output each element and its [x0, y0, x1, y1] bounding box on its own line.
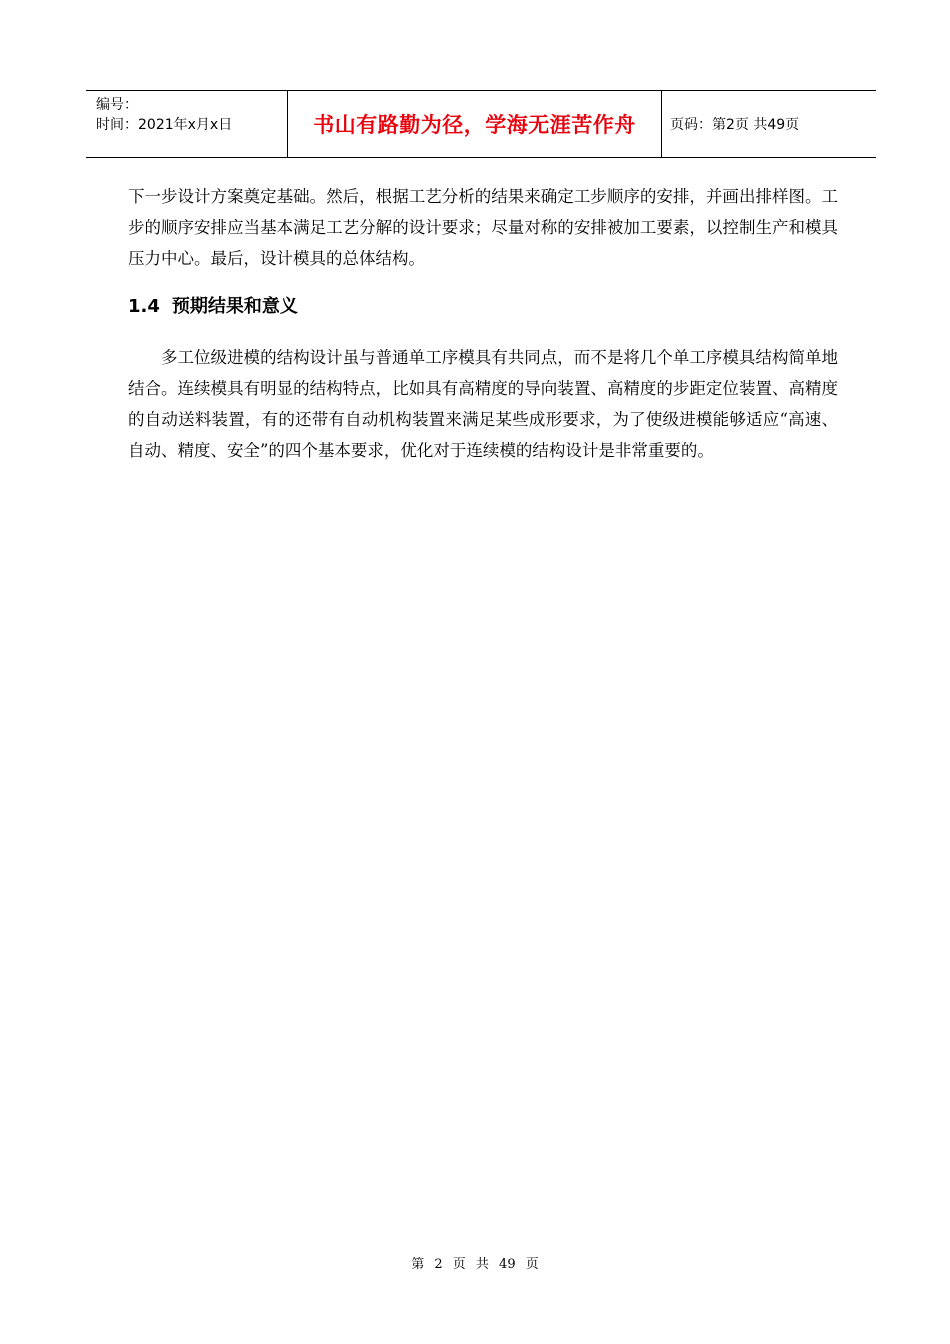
page-footer: 第 2 页 共 49 页	[411, 1257, 539, 1272]
date-line: 时间：2021年x月x日	[96, 117, 233, 133]
paragraph-results: 多工位级进模的结构设计虽与普通单工序模具有共同点，而不是将几个单工序模具结构简单地结合。连续模具有明显的结构特点，比如具有高精度的导向装置、高精度的步距定位装置、高精度的自动送料装置，有的还带有自动机构装置来满足某些成形要求，为了使级进模能够适应“高速、自动、精度、安全”的四个基本要求，优化对于连续模的结构设计是非常重要的。	[128, 348, 838, 460]
motto-text: 书山有路勤为径，学海无涯苦作舟	[313, 113, 636, 137]
section-number: 1.4	[128, 296, 160, 317]
serial-number-label: 编号：	[96, 97, 138, 113]
paragraph-intro: 下一步设计方案奠定基础。然后，根据工艺分析的结果来确定工步顺序的安排，并画出排样图。工步的顺序安排应当基本满足工艺分解的设计要求；尽量对称的安排被加工要素，以控制生产和模具压力中心。最后，设计模具的总体结构。	[128, 187, 838, 268]
document-header	[86, 90, 876, 158]
section-heading	[128, 292, 298, 318]
header-motto-cell	[288, 91, 662, 157]
header-meta-cell	[86, 91, 288, 157]
header-page-cell	[662, 91, 876, 157]
section-title: 预期结果和意义	[171, 296, 298, 317]
page-info: 页码：第2页 共49页	[670, 117, 800, 133]
